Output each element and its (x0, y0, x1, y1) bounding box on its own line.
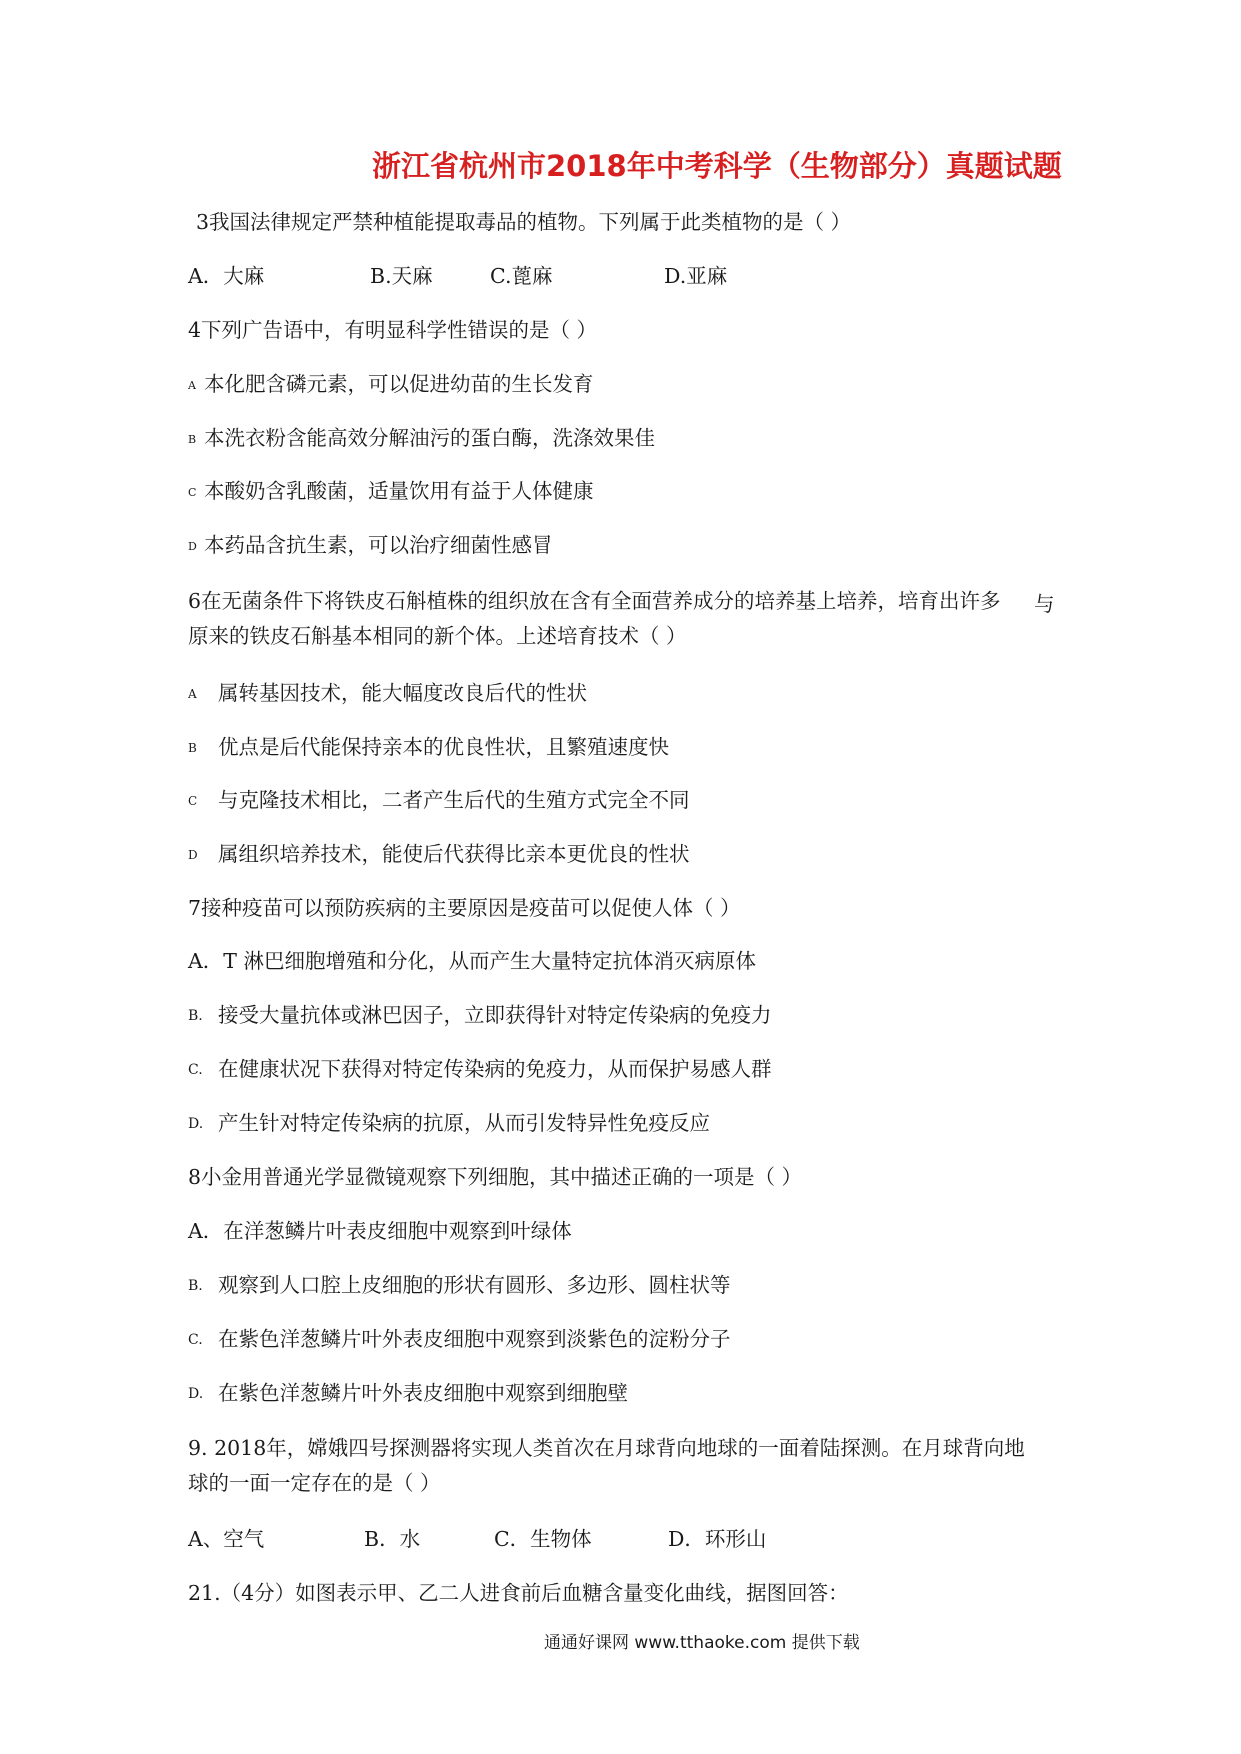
q9-option-b: B．水 (364, 1527, 421, 1551)
q3-option-c: C.蓖麻 (490, 264, 553, 288)
q6-option-b (188, 733, 669, 762)
q6-mark-d: D (188, 848, 198, 862)
q7-mark-c: C. (188, 1062, 203, 1078)
q4-option-b (188, 424, 655, 454)
q7-option-b (188, 1001, 772, 1030)
q7-option-c (188, 1055, 772, 1084)
q6-mark-b: B (188, 741, 197, 755)
q7-option-d-text: 产生针对特定传染病的抗原，从而引发特异性免疫反应 (218, 1111, 710, 1135)
page-footer: 通通好课网 www.tthaoke.com 提供下载 (544, 1633, 860, 1653)
q8-option-b (188, 1271, 731, 1300)
q8-option-c (188, 1325, 731, 1354)
q7-mark-b: B. (188, 1008, 203, 1024)
page-title: 浙江省杭州市2018年中考科学（生物部分）真题试题 (372, 149, 1062, 183)
q6-stem-line1: 6在无菌条件下将铁皮石斛植株的组织放在含有全面营养成分的培养基上培养，培育出许多 (188, 589, 1001, 613)
q6-stem-tail: 与 (1034, 592, 1055, 616)
q3-option-a: A．大麻 (188, 264, 265, 288)
q6-option-c-text: 与克隆技术相比，二者产生后代的生殖方式完全不同 (218, 788, 690, 812)
q6-stem-line2: 原来的铁皮石斛基本相同的新个体。上述培育技术（ ） (188, 624, 687, 648)
q7-option-a: A．T 淋巴细胞增殖和分化，从而产生大量特定抗体消灭病原体 (188, 949, 756, 973)
q3-stem: 3我国法律规定严禁种植能提取毒品的植物。下列属于此类植物的是（ ） (196, 210, 852, 234)
q6-mark-c: C (188, 794, 198, 808)
q9-stem-line1: 9. 2018年，嫦娥四号探测器将实现人类首次在月球背向地球的一面着陆探测。在月球背向地 (188, 1436, 1025, 1460)
q4-mark-b: B (188, 433, 197, 446)
q3-option-b: B.天麻 (370, 264, 433, 288)
q7-mark-d: D. (188, 1116, 204, 1132)
q6-option-a-text: 属转基因技术，能大幅度改良后代的性状 (218, 681, 587, 705)
q4-option-a-text: 本化肥含磷元素，可以促进幼苗的生长发育 (204, 372, 594, 396)
q4-option-c (188, 477, 594, 507)
q8-mark-b: B. (188, 1278, 203, 1294)
q8-option-c-text: 在紫色洋葱鳞片叶外表皮细胞中观察到淡紫色的淀粉分子 (218, 1327, 731, 1351)
q8-mark-d: D. (188, 1386, 204, 1402)
q4-option-d-text: 本药品含抗生素，可以治疗细菌性感冒 (204, 533, 553, 557)
q6-option-b-text: 优点是后代能保持亲本的优良性状，且繁殖速度快 (218, 735, 669, 759)
q6-option-d (188, 840, 690, 869)
q7-option-b-text: 接受大量抗体或淋巴因子，立即获得针对特定传染病的免疫力 (218, 1003, 772, 1027)
q6-option-a (188, 679, 587, 708)
q4-option-c-text: 本酸奶含乳酸菌，适量饮用有益于人体健康 (204, 479, 594, 503)
q9-stem-line2: 球的一面一定存在的是（ ） (188, 1471, 441, 1495)
q8-stem: 8小金用普通光学显微镜观察下列细胞，其中描述正确的一项是（ ） (188, 1165, 803, 1189)
q21-stem: 21.（4分）如图表示甲、乙二人进食前后血糖含量变化曲线，据图回答： (188, 1581, 849, 1605)
q4-mark-a: A (188, 379, 196, 392)
q8-option-d (188, 1379, 628, 1408)
q3-option-d: D.亚麻 (664, 264, 728, 288)
q9-option-a: A、空气 (188, 1527, 265, 1551)
q6-option-d-text: 属组织培养技术，能使后代获得比亲本更优良的性状 (218, 842, 690, 866)
q8-option-b-text: 观察到人口腔上皮细胞的形状有圆形、多边形、圆柱状等 (218, 1273, 731, 1297)
q9-option-c: C．生物体 (494, 1527, 592, 1551)
q4-stem: 4下列广告语中，有明显科学性错误的是（ ） (188, 318, 598, 342)
q9-option-d: D．环形山 (668, 1527, 767, 1551)
q6-mark-a: A (188, 687, 197, 701)
q6-option-c (188, 786, 690, 815)
q4-option-d (188, 531, 553, 561)
q7-stem: 7接种疫苗可以预防疾病的主要原因是疫苗可以促使人体（ ） (188, 896, 741, 920)
q4-mark-d: D (188, 540, 197, 553)
q8-option-a: A．在洋葱鳞片叶表皮细胞中观察到叶绿体 (188, 1219, 572, 1243)
q4-option-a (188, 370, 594, 400)
q4-mark-c: C (188, 486, 197, 499)
q8-option-d-text: 在紫色洋葱鳞片叶外表皮细胞中观察到细胞壁 (218, 1381, 628, 1405)
q7-option-d (188, 1109, 710, 1138)
q4-option-b-text: 本洗衣粉含能高效分解油污的蛋白酶，洗涤效果佳 (204, 426, 655, 450)
q8-mark-c: C. (188, 1332, 203, 1348)
q7-option-c-text: 在健康状况下获得对特定传染病的免疫力，从而保护易感人群 (218, 1057, 772, 1081)
